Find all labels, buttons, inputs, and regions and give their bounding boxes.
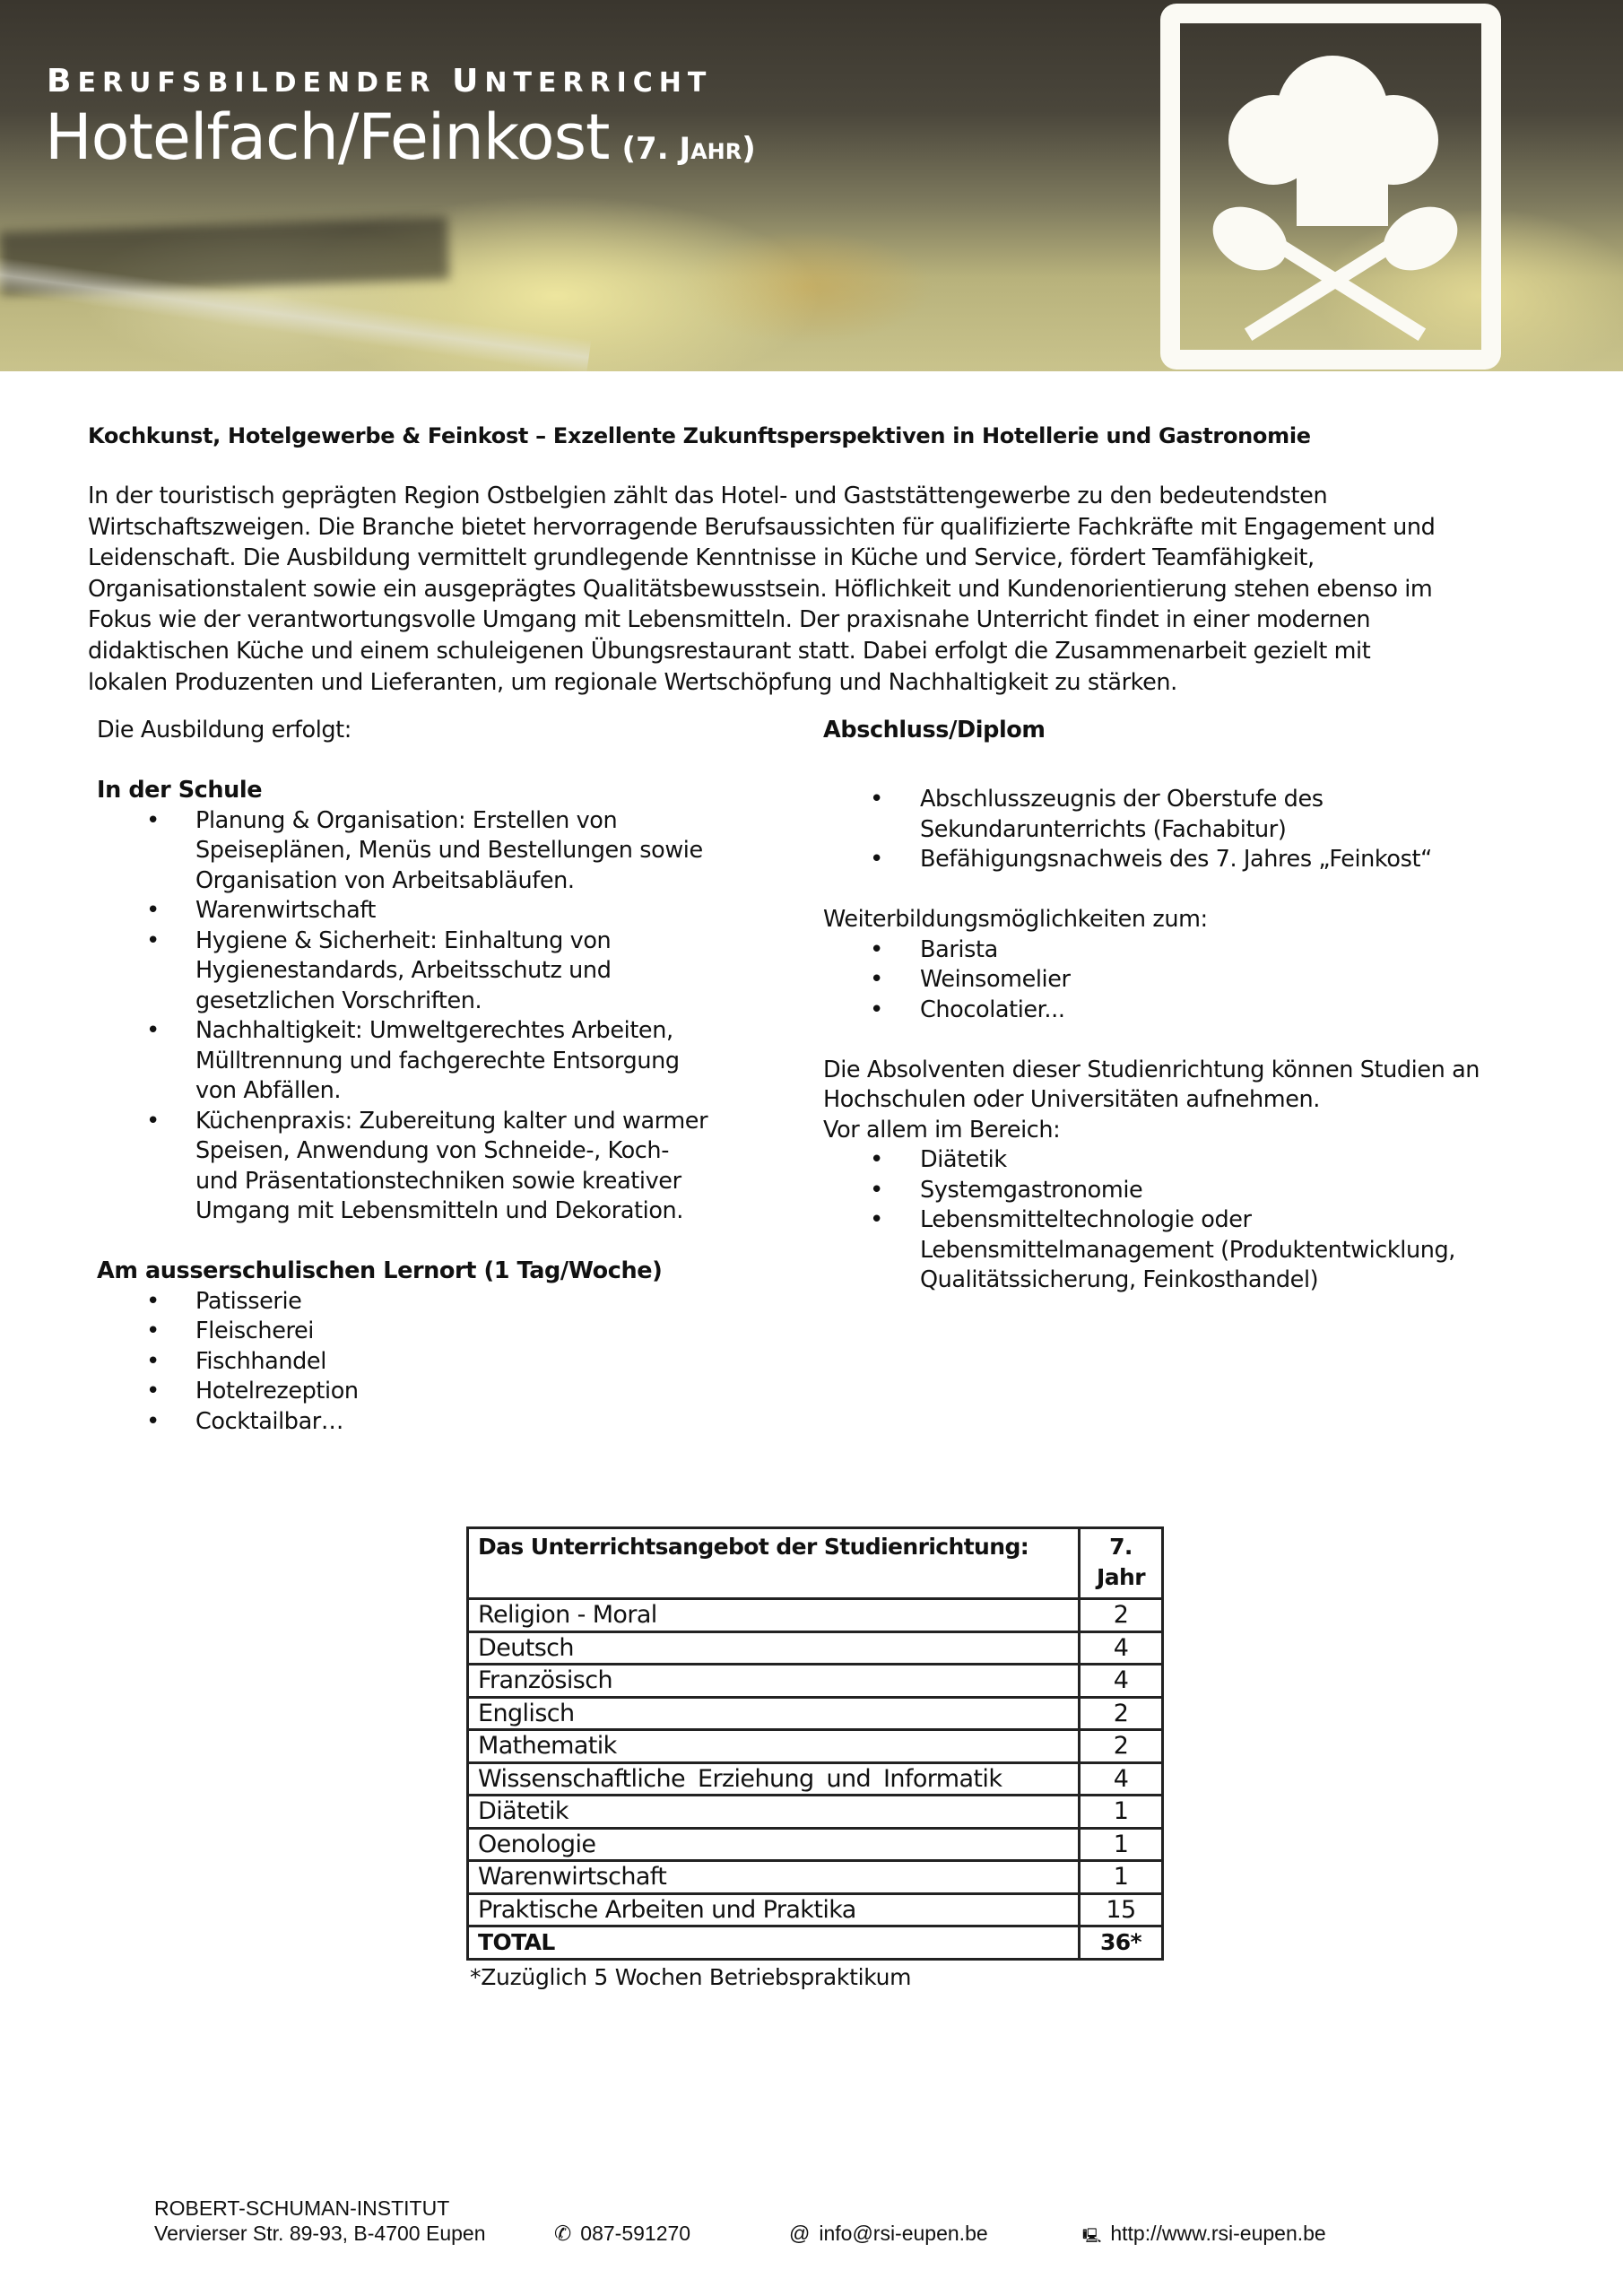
graduates-line: Hochschulen oder Universitäten aufnehmen. — [823, 1086, 1320, 1113]
external-heading: Am ausserschulischen Lernort (1 Tag/Woche) — [97, 1257, 663, 1284]
footer — [154, 2196, 1499, 2249]
footer-phone: ✆ 087-591270 — [554, 2222, 691, 2245]
school-heading: In der Schule — [97, 777, 263, 804]
header-subject: Das Unterrichtsangebot der Studienrichtung: — [468, 1528, 1080, 1599]
list-item: • Fischhandel — [97, 1347, 760, 1378]
footer-contact-row — [154, 2221, 1499, 2249]
footer-email[interactable]: @ info@rsi-eupen.be — [789, 2222, 988, 2245]
intro-line: Fokus wie der verantwortungsvolle Umgang mit Lebensmitteln. Der praxisnahe Unterricht findet in einer modernen — [88, 606, 1371, 634]
curriculum-table — [466, 1526, 1164, 1961]
list-item: • Nachhaltigkeit: Umweltgerechtes Arbeiten, Mülltrennung und fachgerechte Entsorgung von Abfällen. — [97, 1016, 760, 1107]
table-row: Oenologie 1 — [468, 1828, 1163, 1861]
footer-website[interactable]: 🖳 http://www.rsi-eupen.be — [1082, 2222, 1326, 2245]
kicker-initial-b: B — [47, 63, 78, 100]
table-row: Warenwirtschaft 1 — [468, 1861, 1163, 1894]
curriculum-table-wrapper — [466, 1526, 1164, 1990]
intro-paragraph — [88, 481, 1558, 698]
intro-line: Leidenschaft. Die Ausbildung vermittelt grundlegende Kenntnisse in Küche und Service, fördert Teamfähigkeit, — [88, 544, 1315, 572]
email-icon: @ — [789, 2222, 811, 2245]
table-header-row — [468, 1528, 1163, 1599]
list-item: • Systemgastronomie — [823, 1176, 1558, 1206]
further-training-intro: Weiterbildungsmöglichkeiten zum: — [823, 906, 1208, 933]
intro-line: didaktischen Küche und einem schuleigenen Übungsrestaurant statt. Dabei erfolgt die Zusammenarbeit gezielt mit — [88, 637, 1371, 665]
header-banner — [0, 0, 1623, 371]
intro-heading: Kochkunst, Hotelgewerbe & Feinkost – Exzellente Zukunftsperspektiven in Hotellerie und Gastronomie — [88, 423, 1311, 448]
footer-address: Vervierser Str. 89-93, B-4700 Eupen — [154, 2222, 486, 2245]
kicker-initial-u: U — [452, 63, 485, 100]
list-item: • Hygiene & Sicherheit: Einhaltung von Hygienestandards, Arbeitsschutz und gesetzlichen Vorschriften. — [97, 926, 760, 1017]
training-intro: Die Ausbildung erfolgt: — [97, 717, 352, 744]
list-item: • Barista — [823, 935, 1558, 966]
list-item: • Lebensmitteltechnologie oder Lebensmittelmanagement (Produktentwicklung, Qualitätssicherung, Feinkosthandel) — [823, 1205, 1558, 1296]
kicker-word-1: ERUFSBILDENDER — [77, 67, 453, 99]
diploma-list — [823, 785, 1558, 875]
list-item: • Diätetik — [823, 1145, 1558, 1176]
list-item: • Chocolatier... — [823, 996, 1558, 1026]
list-item: • Fleischerei — [97, 1317, 760, 1347]
kicker-word-2: NTERRICHT — [484, 67, 713, 99]
training-column — [97, 716, 760, 1437]
list-item: • Hotelrezeption — [97, 1377, 760, 1407]
table-row: Praktische Arbeiten und Praktika 15 — [468, 1893, 1163, 1926]
table-row: Religion - Moral 2 — [468, 1599, 1163, 1632]
computer-icon: 🖳 — [1082, 2229, 1102, 2244]
list-item: • Patisserie — [97, 1287, 760, 1318]
list-item: • Cocktailbar… — [97, 1407, 760, 1438]
areas-intro: Vor allem im Bereich: — [823, 1116, 1061, 1144]
chef-hat-svg — [1180, 23, 1481, 350]
table-row: Wissenschaftliche Erziehung und Informatik 4 — [468, 1762, 1163, 1796]
table-row: Englisch 2 — [468, 1697, 1163, 1730]
graduates-line: Die Absolventen dieser Studienrichtung können Studien an — [823, 1056, 1480, 1083]
diploma-column — [823, 716, 1558, 1296]
list-item: • Befähigungsnachweis des 7. Jahres „Feinkost“ — [823, 845, 1558, 875]
header-year: 7. Jahr — [1080, 1528, 1163, 1599]
external-list — [97, 1287, 760, 1438]
school-list — [97, 806, 760, 1227]
intro-line: Wirtschaftszweigen. Die Branche bietet hervorragende Berufsaussichten für qualifizierte Fachkräfte mit Engagement und — [88, 513, 1436, 541]
table-row: Französisch 4 — [468, 1665, 1163, 1698]
table-footnote: *Zuzüglich 5 Wochen Betriebspraktikum — [470, 1963, 912, 1990]
phone-icon: ✆ — [554, 2222, 572, 2245]
list-item: • Küchenpraxis: Zubereitung kalter und warmer Speisen, Anwendung von Schneide-, Koch- und Präsentationstechniken sowie kreativer Umgang mit Lebensmitteln und Dekoration. — [97, 1107, 760, 1227]
intro-line: lokalen Produzenten und Lieferanten, um regionale Wertschöpfung und Nachhaltigkeit zu stärken. — [88, 668, 1177, 696]
footer-institution: ROBERT-SCHUMAN-INSTITUT — [154, 2196, 450, 2220]
intro-line: Organisationstalent sowie ein ausgeprägtes Qualitätsbewusstsein. Höflichkeit und Kundenorientierung stehen ebenso im — [88, 575, 1433, 603]
table-total-row: TOTAL 36* — [468, 1926, 1163, 1960]
title-year: (7. Jahr) — [621, 131, 756, 167]
list-item: • Planung & Organisation: Erstellen von Speiseplänen, Menüs und Bestellungen sowie Organisation von Arbeitsabläufen. — [97, 806, 760, 897]
list-item: • Abschlusszeugnis der Oberstufe des Sekundarunterrichts (Fachabitur) — [823, 785, 1558, 845]
chef-hat-crossed-spoons-icon — [1160, 4, 1501, 370]
further-training-list — [823, 935, 1558, 1026]
banner-kicker — [47, 63, 712, 100]
table-row: Diätetik 1 — [468, 1796, 1163, 1829]
areas-list — [823, 1145, 1558, 1296]
list-item: • Warenwirtschaft — [97, 896, 760, 926]
title-text: Hotelfach/Feinkost — [45, 100, 610, 174]
page-title — [45, 100, 756, 174]
diploma-heading: Abschluss/Diplom — [823, 717, 1046, 744]
table-row: Mathematik 2 — [468, 1730, 1163, 1763]
table-row: Deutsch 4 — [468, 1631, 1163, 1665]
list-item: • Weinsomelier — [823, 965, 1558, 996]
intro-line: In der touristisch geprägten Region Ostbelgien zählt das Hotel- und Gaststättengewerbe zu den bedeutendsten — [88, 483, 1328, 509]
